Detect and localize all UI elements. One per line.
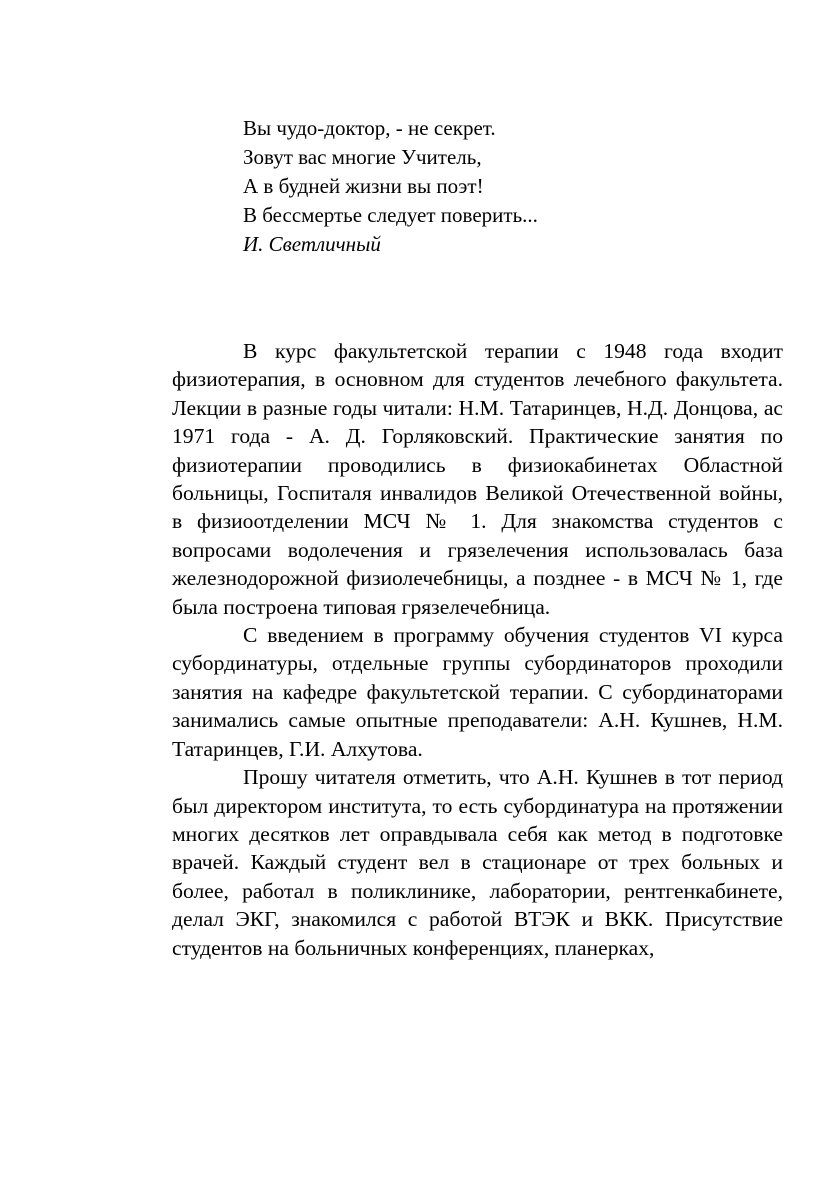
poem-author: И. Светличный <box>243 232 381 256</box>
poem-line-4: В бессмертье следует поверить... <box>243 203 538 227</box>
body-text <box>172 337 783 962</box>
epigraph-poem <box>243 114 803 259</box>
paragraph-subordinatura: С введением в программу обучения студентов VI курса субординатуры, отдельные группы субординаторов проходили занятия на кафедре факультетской терапии. С субординаторами занимались самые опытные преподаватели: А.Н. Кушнев, Н.М. Татаринцев, Г.И. Алхутова. <box>172 623 783 761</box>
paragraph-physiotherapy: В курс факультетской терапии с 1948 года входит физиотерапия, в основном для студентов лечебного факультета. Лекции в разные годы читали: Н.М. Татаринцев, Н.Д. Донцова, ас 1971 года - А. Д. Горляковский. Практические занятия по физиотерапии проводились в физиокабинетах Областной больницы, Госпиталя инвалидов Великой Отечественной войны, в физиоотделении МСЧ № 1. Для знакомства студентов с вопросами водолечения и грязелечения использовалась база железнодорожной физиолечебницы, а позднее - в МСЧ № 1, где была построена типовая грязелечебница. <box>172 339 783 619</box>
poem-line-2: Зовут вас многие Учитель, <box>243 145 482 169</box>
paragraph-kushnev: Прошу читателя отметить, что А.Н. Кушнев в тот период был директором института, то есть субординатура на протяжении многих десятков лет оправдывала себя как метод в подготовке врачей. Каждый студент вел в стационаре от трех больных и более, работал в поликлинике, лаборатории, рентгенкабинете, делал ЭКГ, знакомился с работой ВТЭК и ВКК. Присутствие студентов на больничных конференциях, планерках, <box>172 765 783 960</box>
poem-line-1: Вы чудо-доктор, - не секрет. <box>243 116 496 140</box>
poem-line-3: А в будней жизни вы поэт! <box>243 174 484 198</box>
